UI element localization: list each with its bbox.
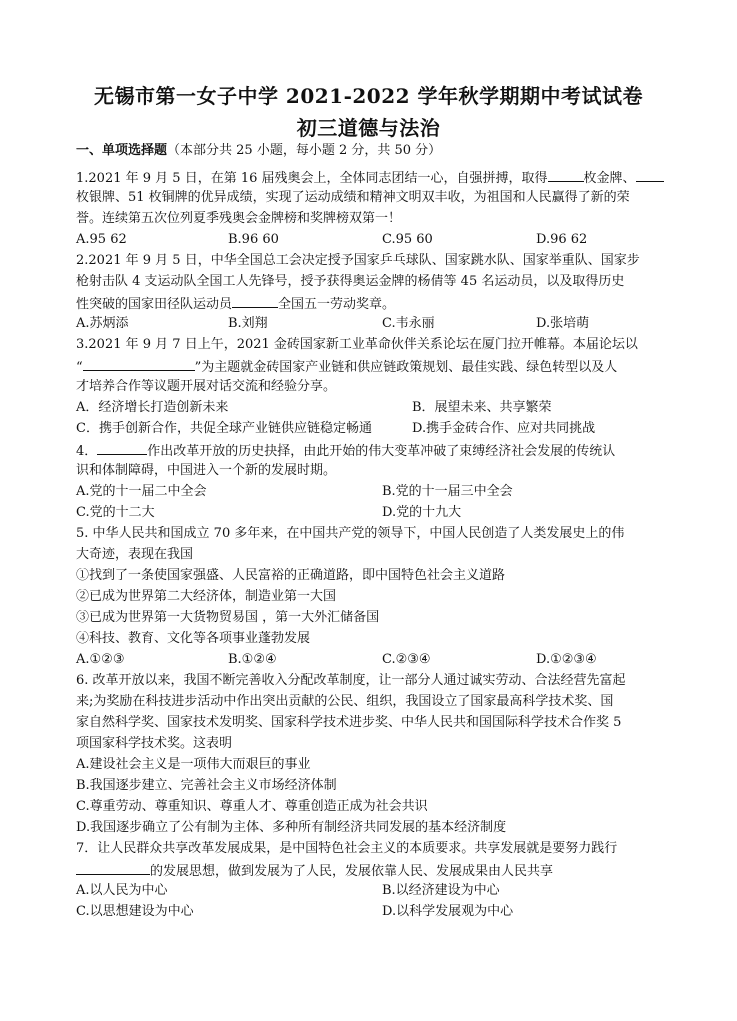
q1-option-d: D.96 62	[536, 232, 588, 247]
q3-text-part2: ”为主题就金砖国家产业链和供应链政策规划、最佳实践、绿色转型以及人	[194, 360, 618, 375]
q1-text-part1: 1.2021 年 9 月 5 日，在第 16 届残奥会上，全体同志团结一心，自强拼搏，取得	[76, 171, 548, 186]
section-title: 一、单项选择题	[76, 143, 168, 158]
q4-line-2: 识和体制障碍，中国进入一个新的发展时期。	[76, 463, 337, 478]
q7-blank	[76, 862, 150, 875]
q6-line-4: 项国家科学技术奖。这表明	[76, 736, 233, 751]
q4-number: 4．	[76, 444, 98, 459]
q7-option-b: B.以经济建设为中心	[382, 883, 500, 898]
q6-option-b: B.我国逐步建立、完善社会主义市场经济体制	[76, 778, 337, 793]
q5-option-d: D.①②③④	[536, 652, 597, 667]
q5-option-c: C.②③④	[382, 652, 431, 667]
q4-option-b: B.党的十一届三中全会	[382, 484, 513, 499]
q3-option-d: D.携手金砖合作、应对共同挑战	[412, 421, 596, 436]
q2-line-3	[76, 295, 666, 313]
q7-line-2	[76, 862, 666, 880]
q4-line-1	[76, 442, 666, 460]
q5-line-1: 5. 中华人民共和国成立 70 多年来，在中国共产党的领导下，中国人民创造了人类发展史上的伟	[76, 526, 625, 541]
q5-statement-1: ①找到了一条使国家强盛、人民富裕的正确道路，即中国特色社会主义道路	[76, 568, 506, 583]
q5-statement-3: ③已成为世界第一大货物贸易国 ，第一大外汇储备国	[76, 610, 380, 625]
q5-option-b: B.①②④	[228, 652, 277, 667]
q1-option-c: C.95 60	[382, 232, 433, 247]
q7-line-1: 7．让人民群众共享改革发展成果，是中国特色社会主义的本质要求。共享发展就是要努力践行	[76, 841, 618, 856]
q4-option-a: A.党的十一届二中全会	[76, 484, 207, 499]
q2-option-c: C.韦永丽	[382, 316, 435, 331]
q7-text-part2: 的发展思想，做到发展为了人民，发展依靠人民、发展成果由人民共享	[150, 864, 554, 879]
q6-line-1: 6. 改革开放以来，我国不断完善收入分配改革制度，让一部分人通过诚实劳动、合法经营先富起	[76, 673, 626, 688]
q1-blank-2	[636, 169, 664, 182]
q2-text-part1: 性突破的国家田径队运动员	[76, 297, 233, 312]
q4-text-part2: 作出改革开放的历史抉择，由此开始的伟大变革冲破了束缚经济社会发展的传统认	[147, 444, 616, 459]
q6-option-c: C.尊重劳动、尊重知识、尊重人才、尊重创造正成为社会共识	[76, 799, 428, 814]
q6-line-2: 来;为奖励在科技进步活动中作出突出贡献的公民、组织，我国设立了国家最高科学技术奖、国	[76, 694, 614, 709]
q7-option-c: C.以思想建设为中心	[76, 904, 194, 919]
q2-line-1: 2.2021 年 9 月 5 日，中华全国总工会决定授予国家乒乓球队、国家跳水队、国家举重队、国家步	[76, 253, 640, 268]
section-note: （本部分共 25 小题，每小题 2 分，共 50 分）	[167, 143, 442, 158]
q1-blank-1	[548, 169, 584, 182]
q6-option-a: A.建设社会主义是一项伟大而艰巨的事业	[76, 757, 311, 772]
q3-line-2	[76, 358, 666, 376]
q6-line-3: 家自然科学奖、国家技术发明奖、国家科学技术进步奖、中华人民共和国国际科学技术合作奖 5	[76, 715, 622, 730]
q5-line-2: 大奇迹，表现在我国	[76, 547, 194, 562]
q7-option-d: D.以科学发展观为中心	[382, 904, 514, 919]
q2-text-part2: 全国五一劳动奖章。	[278, 297, 396, 312]
q3-option-c: C．携手创新合作，共促全球产业链供应链稳定畅通	[76, 421, 372, 436]
q3-option-b: B．展望未来、共享繁荣	[412, 400, 552, 415]
q7-option-a: A.以人民为中心	[76, 883, 168, 898]
q2-line-2: 枪射击队 4 支运动队全国工人先锋号，授予获得奥运金牌的杨倩等 45 名运动员，以及取得历史	[76, 274, 625, 289]
q2-option-a: A.苏炳添	[76, 316, 129, 331]
q3-line-1: 3.2021 年 9 月 7 日上午，2021 金砖国家新工业革命伙伴关系论坛在厦门拉开帷幕。本届论坛以	[76, 337, 638, 352]
q2-option-d: D.张培萌	[536, 316, 590, 331]
section-heading	[76, 143, 666, 159]
q1-line-1	[76, 169, 666, 187]
q1-text-part2: 枚金牌、	[583, 171, 636, 186]
exam-title: 无锡市第一女子中学 2021-2022 学年秋学期期中考试试卷	[93, 84, 644, 108]
exam-subtitle: 初三道德与法治	[296, 116, 441, 140]
q5-statement-2: ②已成为世界第二大经济体，制造业第一大国	[76, 589, 337, 604]
q3-line-3: 才培养合作等议题开展对话交流和经验分享。	[76, 379, 337, 394]
q6-option-d: D.我国逐步确立了公有制为主体、多种所有制经济共同发展的基本经济制度	[76, 820, 507, 835]
q1-option-b: B.96 60	[228, 232, 279, 247]
q3-blank	[83, 358, 195, 371]
q2-blank	[232, 295, 278, 308]
q5-option-a: A.①②③	[76, 652, 125, 667]
q5-statement-4: ④科技、教育、文化等各项事业蓬勃发展	[76, 631, 311, 646]
q1-option-a: A.95 62	[76, 232, 127, 247]
q4-option-d: D.党的十九大	[382, 505, 462, 520]
q1-line-2: 枚银牌、51 枚铜牌的优异成绩，实现了运动成绩和精神文明双丰收，为祖国和人民赢得了新的荣	[76, 190, 630, 205]
q2-option-b: B.刘翔	[228, 316, 268, 331]
q4-blank	[97, 442, 147, 455]
q3-quote-open: “	[76, 360, 83, 375]
q1-line-3: 誉。连续第五次位列夏季残奥会金牌榜和奖牌榜双第一！	[76, 211, 402, 226]
q3-option-a: A．经济增长打造创新未来	[76, 400, 229, 415]
q4-option-c: C.党的十二大	[76, 505, 155, 520]
